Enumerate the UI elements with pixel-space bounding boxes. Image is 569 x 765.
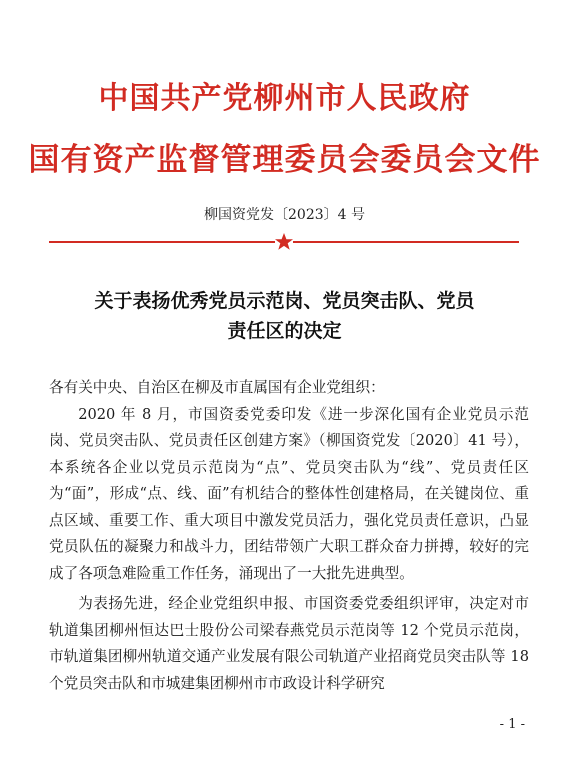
- document-title-line1: 关于表扬优秀党员示范岗、党员突击队、党员: [94, 290, 475, 312]
- star-icon: [275, 233, 293, 250]
- body-paragraph-2: 为表扬先进，经企业党组织申报、市国资委党委组织评审，决定对市轨道集团柳州恒达巴士股份公司梁春燕党员示范岗等 12 个党员示范岗，市轨道集团柳州轨道交通产业发展有限公司轨道产业招商党员突击队等 18 个党员突击队和市城建集团柳州市市政设计科学研究: [49, 595, 529, 692]
- document-title: [40, 286, 529, 346]
- red-divider: [49, 232, 519, 252]
- document-title-line2: 责任区的决定: [227, 320, 342, 342]
- page-number: - 1 -: [499, 717, 525, 732]
- document-number: 柳国资党发〔2023〕4 号: [204, 207, 365, 223]
- salutation: 各有关中央、自治区在柳及市直属国有企业党组织：: [49, 379, 385, 396]
- body-paragraph-1: 2020 年 8 月，市国资委党委印发《进一步深化国有企业党员示范岗、党员突击队、党员责任区创建方案》（柳国资党发〔2020〕41 号），本系统各企业以党员示范岗为“点”、党员突击队为“线”、党员责任区为“面”，形成“点、线、面”有机结合的整体性创建格局，在关键岗位、重点区域、重要工作、重大项目中激发党员活力，强化党员责任意识，凸显党员队伍的凝聚力和战斗力，团结带领广大职工群众奋力拼搏，较好的完成了各项急难险重工作任务，涌现出了一大批先进典型。: [49, 405, 529, 582]
- issuer-header-line1: 中国共产党柳州市人民政府: [98, 81, 471, 116]
- document-body: [49, 375, 529, 697]
- issuer-header-line2: 国有资产监督管理委员会委员会文件: [28, 142, 541, 178]
